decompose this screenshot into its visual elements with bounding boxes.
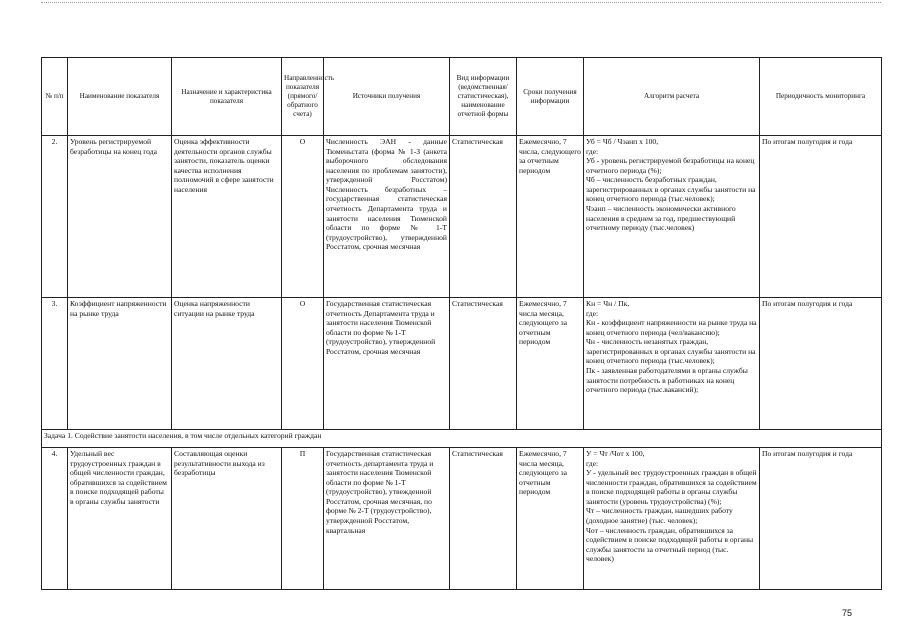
indicator-purpose: Составляющая оценки результативности выхода из безработицы	[172, 448, 282, 590]
indicator-name: Коэффициент напряженности на рынке труда	[68, 298, 172, 430]
indicator-direction: О	[282, 298, 324, 430]
algorithm-line: Чб – численность безработных граждан, зарегистрированных в органах службы занятости на конец отчетного периода (тыс.человек);	[586, 175, 756, 204]
algorithm-line: У - удельный вес трудоустроенных граждан в общей численности граждан, обратившихся за содействием в поиске подходящей работы в органы службы занятости (уровень трудоустройства) (%);	[586, 468, 757, 506]
row-num: 4.	[42, 448, 68, 590]
indicator-terms: Ежемесячно, 7 числа, следующего за отчетным периодом	[517, 136, 584, 298]
header-sources: Источники получения	[324, 58, 450, 136]
indicator-name: Уровень регистрируемой безработицы на конец года	[68, 136, 172, 298]
header-algorithm: Алгоритм расчета	[584, 58, 760, 136]
indicator-terms: Ежемесячно, 7 числа месяца, следующего за отчетным периодом	[517, 298, 584, 430]
algorithm-line: Уб - уровень регистрируемой безработицы на конец отчетного периода (%);	[586, 156, 755, 175]
indicator-name: Удельный вес трудоустроенных граждан в общей численности граждан, обратившихся за содействием в поиске подходящей работы в органы службы занятости	[68, 448, 172, 590]
task-heading: Задача 1. Содействие занятости населения, в том числе отдельных категорий граждан	[42, 430, 882, 448]
algorithm-line: Чт – численность граждан, нашедших работу (доходное занятие) (тыс. человек);	[586, 506, 733, 525]
table-header-row	[42, 58, 882, 136]
header-direction: Направленность показателя (прямого/обратного счета)	[282, 58, 324, 136]
indicator-info-type: Статистическая	[450, 136, 517, 298]
indicators-table	[41, 57, 882, 590]
indicator-info-type: Статистическая	[450, 448, 517, 590]
indicator-purpose: Оценка эффективности деятельности органов службы занятости, показатель оценки качества исполнения полномочий в сфере занятости населения	[172, 136, 282, 298]
header-name: Наименование показателя	[68, 58, 172, 136]
indicator-purpose: Оценка напряженности ситуации на рынке труда	[172, 298, 282, 430]
algorithm-line: где:	[586, 458, 599, 468]
header-num: № п/п	[42, 58, 68, 136]
indicator-sources: Численность ЭАН - данные Тюменьстата (форма № 1-З (анкета выборочного обследования населения по проблемам занятости), утвержденной Росстатом) Численность безработных – государственная статистическая отчетность Департамента труда и занятости населения Тюменской области по форме № 1-Т (трудоустройство), утвержденной Росстатом, срочная месячная	[324, 136, 450, 298]
indicator-sources: Государственная статистическая отчетность департамента труда и занятости населения Тюменской области по форме № 1-Т (трудоустройство), утвежденной Росстатом, срочная месячная, по форме № 2-Т (трудоустройство), утвержденной Росстатом, квартальная	[324, 448, 450, 590]
indicator-frequency: По итогам полугодия и года	[760, 448, 882, 590]
algorithm-line: Уб = Чб / Чэанп х 100,	[586, 137, 659, 146]
page-top-edge-line	[41, 2, 881, 3]
header-frequency: Периодичность мониторинга	[760, 58, 882, 136]
table-row	[42, 298, 882, 430]
algorithm-line: где:	[586, 308, 599, 318]
row-num: 2.	[42, 136, 68, 298]
algorithm-line: Чэанп – численность экономически активного населения в среднем за год, предшествующий отчетному периоду (тыс.человек)	[586, 203, 736, 233]
indicator-direction: О	[282, 136, 324, 298]
algorithm-line: У = Чт /Чот х 100,	[586, 449, 645, 458]
indicator-algorithm	[584, 448, 760, 590]
algorithm-line: Чн - численность незанятых граждан, зарегистрированных в органах службы занятости на конец отчетного периода (тыс.человек);	[586, 337, 756, 366]
indicator-frequency: По итогам полугодия и года	[760, 136, 882, 298]
indicator-algorithm	[584, 136, 760, 298]
indicator-frequency: По итогам полугодия и года	[760, 298, 882, 430]
indicator-sources: Государственная статистическая отчетность Департамента труда и занятости населения Тюменской области по форме № 1-Т (трудоустройство), утвержденной Росстатом, срочная месячная	[324, 298, 450, 430]
table-row	[42, 136, 882, 298]
task-row	[42, 430, 882, 448]
algorithm-line: Пк - заявленная работодателями в органы службы занятости потребность в работниках на конец отчетного периода (тыс.вакансий);	[586, 365, 748, 395]
indicator-algorithm	[584, 298, 760, 430]
algorithm-line: Кн = Чн / Пк,	[586, 299, 630, 308]
indicator-direction: П	[282, 448, 324, 590]
header-purpose: Назначение и характеристика показателя	[172, 58, 282, 136]
header-info-type: Вид информации (ведомственная/статистическая), наименование отчетной формы	[450, 58, 517, 136]
header-terms: Сроки получения информации	[517, 58, 584, 136]
indicator-terms: Ежемесячно, 7 числа месяца, следующего за отчетным периодом	[517, 448, 584, 590]
table-row	[42, 448, 882, 590]
algorithm-line: где:	[586, 146, 599, 156]
algorithm-line: Кн - коэффициент напряженности на рынке труда на конец отчетного периода (чел/вакансию);	[586, 318, 757, 337]
algorithm-line: Чот – численность граждан, обратившихся за содействием в поиске подходящей работы в органы службы занятости за отчетный период (тыс. человек)	[586, 525, 754, 564]
indicator-info-type: Статистическая	[450, 298, 517, 430]
row-num: 3.	[42, 298, 68, 430]
page-number: 75	[842, 608, 853, 618]
